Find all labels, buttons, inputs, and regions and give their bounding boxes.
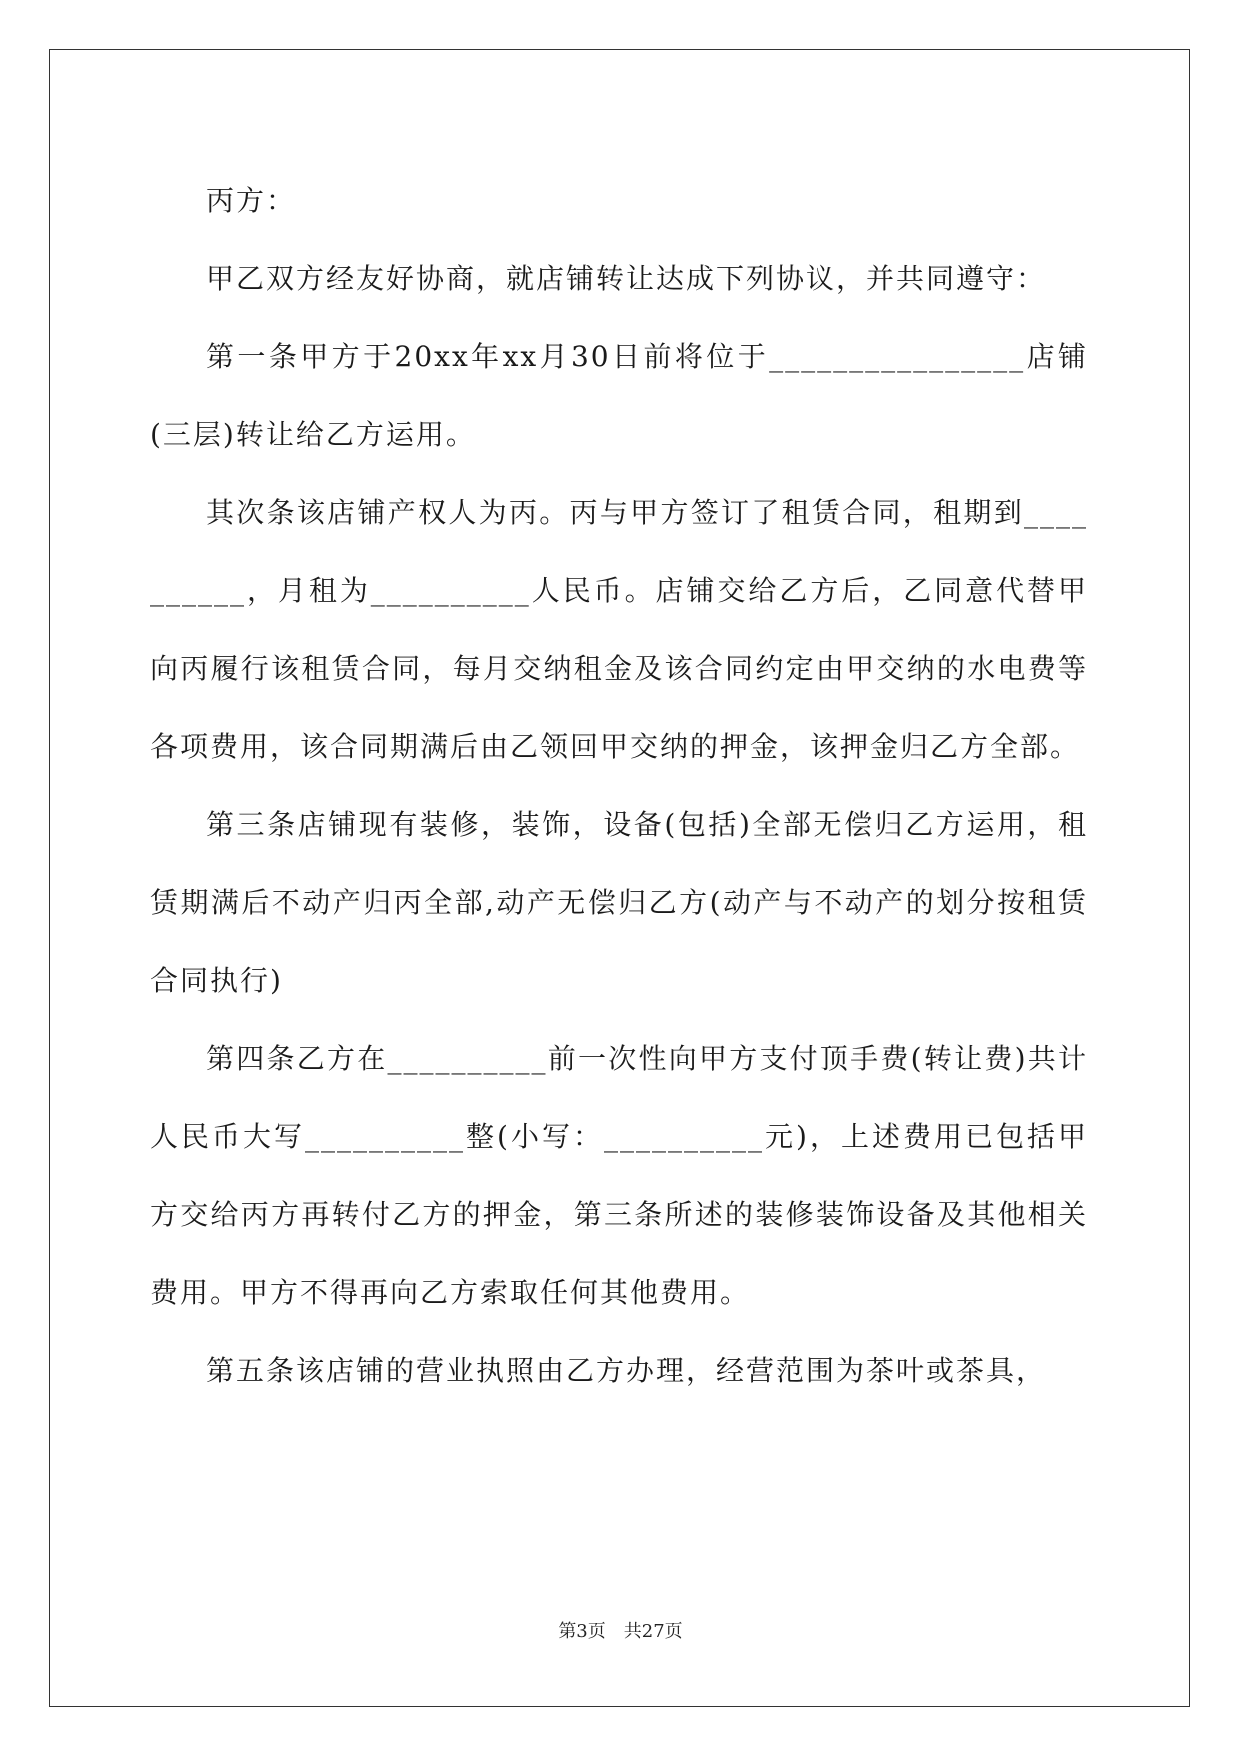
page-footer <box>0 1620 1241 1644</box>
paragraph-article-4: 第四条乙方在__________前一次性向甲方支付顶手费(转让费)共计人民币大写__________整(小写：__________元)，上述费用已包括甲方交给丙方再转付乙方的押金，第三条所述的装修装饰设备及其他相关费用。甲方不得再向乙方索取任何其他费用。 <box>150 1042 1088 1309</box>
paragraph-article-2: 其次条该店铺产权人为丙。丙与甲方签订了租赁合同，租期到__________，月租为__________人民币。店铺交给乙方后，乙同意代替甲向丙履行该租赁合同，每月交纳租金及该合同约定由甲交纳的水电费等各项费用，该合同期满后由乙领回甲交纳的押金，该押金归乙方全部。 <box>150 496 1088 763</box>
paragraph-article-3: 第三条店铺现有装修，装饰，设备(包括)全部无偿归乙方运用，租赁期满后不动产归丙全部,动产无偿归乙方(动产与不动产的划分按租赁合同执行) <box>150 808 1088 997</box>
paragraph-party-c: 丙方： <box>206 184 297 217</box>
paragraph-article-5: 第五条该店铺的营业执照由乙方办理，经营范围为茶叶或茶具， <box>206 1354 1047 1387</box>
page-total: 共27页 <box>623 1621 683 1642</box>
paragraph-article-1: 第一条甲方于20xx年xx月30日前将位于________________店铺(三层)转让给乙方运用。 <box>150 340 1088 451</box>
paragraph-preamble: 甲乙双方经友好协商，就店铺转让达成下列协议，并共同遵守： <box>206 262 1047 295</box>
page-number: 第3页 <box>558 1621 606 1642</box>
document-body <box>150 162 1088 1410</box>
